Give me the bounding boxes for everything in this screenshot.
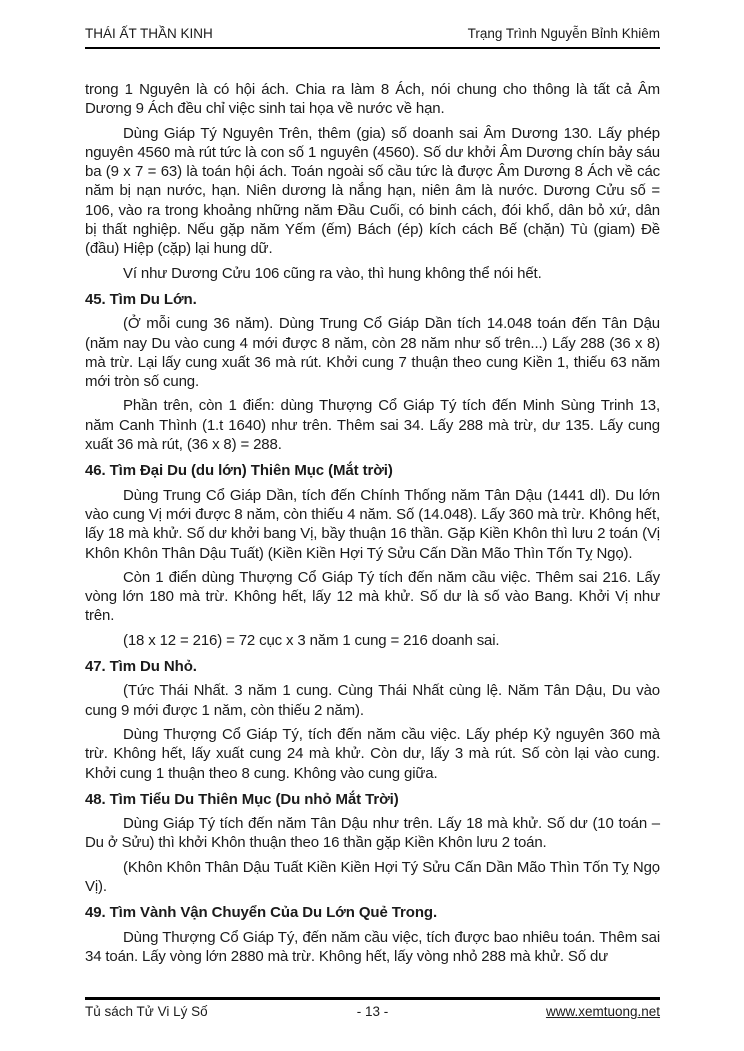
paragraph: Ví như Dương Cửu 106 cũng ra vào, thì hung không thể nói hết. xyxy=(123,264,542,282)
footer-website-link[interactable]: www.xemtuong.net xyxy=(545,1004,661,1019)
paragraph: Phần trên, còn 1 điển: dùng Thượng Cổ Giáp Tý tích đến Minh Sùng Trinh 13, năm Canh Thình (1.t 1640) như trên. Thêm sai 34. Lấy 288 mà trừ, dư 135. Lấy cung xuất 36 mà rút, (36 x 8) = 288. xyxy=(85,397,660,454)
paragraph: Dùng Trung Cổ Giáp Dần, tích đến Chính Thống năm Tân Dậu (1441 dl). Du lớn vào cung Vị mới được 8 năm, còn thiếu 4 năm. Số (14.048). Lấy 360 mà trừ. Không hết, lấy 18 mà khử. Số dư khởi bang Vị, bầy thuận 16 thần. Gặp Kiền Khôn thì lưu 2 toán (Vị Khôn Khôn Thân Dậu Tuất) (Kiền Kiền Hợi Tý Sửu Cấn Dần Mão Thìn Tốn Tỵ Ngọ). xyxy=(85,486,660,562)
paragraph: trong 1 Nguyên là có hội ách. Chia ra làm 8 Ách, nói chung cho thông là tất cả Âm Dương 9 Ách đều chỉ việc sinh tai họa về nước về hạn. xyxy=(85,81,660,118)
section-heading: 46. Tìm Đại Du (du lớn) Thiên Mục (Mắt trời) xyxy=(85,462,393,480)
section-heading: 48. Tìm Tiểu Du Thiên Mục (Du nhỏ Mắt Trời) xyxy=(85,790,399,808)
paragraph: (18 x 12 = 216) = 72 cục x 3 năm 1 cung = 216 doanh sai. xyxy=(123,631,500,649)
page-footer xyxy=(85,997,660,1019)
header-book-title: THÁI ẤT THẦN KINH xyxy=(85,26,213,41)
page-header xyxy=(85,26,660,49)
section-heading: 49. Tìm Vành Vận Chuyển Của Du Lớn Quẻ Trong. xyxy=(85,904,438,922)
paragraph: Còn 1 điển dùng Thượng Cổ Giáp Tý tích đến năm cầu việc. Thêm sai 216. Lấy vòng lớn 180 mà trừ. Không hết, lấy 12 mà khử. Số dư là số vào Bang. Khởi Vị như trên. xyxy=(85,568,660,625)
document-body xyxy=(85,80,660,966)
paragraph: (Ở mỗi cung 36 năm). Dùng Trung Cổ Giáp Dần tích 14.048 toán đến Tân Dậu (năm nay Du vào cung 4 mới được 8 năm, còn 28 năm như số trên...) Lấy 288 (36 x 8) mà trừ. Lại lấy cung xuất 36 mà rút. Khởi cung 7 thuận theo cung Kiền 1, thiếu 63 năm mới tròn số cung. xyxy=(85,315,660,391)
header-author: Trạng Trình Nguyễn Bỉnh Khiêm xyxy=(467,26,660,41)
paragraph: (Tức Thái Nhất. 3 năm 1 cung. Cùng Thái Nhất cùng lệ. Năm Tân Dậu, Du vào cung 9 mới được 1 năm, còn thiếu 2 năm). xyxy=(85,682,660,719)
section-heading: 47. Tìm Du Nhỏ. xyxy=(85,658,197,676)
footer-series-title: Tủ sách Tử Vi Lý Số xyxy=(85,1004,208,1019)
paragraph: Dùng Thượng Cổ Giáp Tý, đến năm cầu việc, tích được bao nhiêu toán. Thêm sai 34 toán. Lấy vòng lớn 2880 mà trừ. Không hết, lấy vòng nhỏ 288 mà khử. Số dư xyxy=(85,928,660,965)
section-heading: 45. Tìm Du Lớn. xyxy=(85,290,197,308)
footer-page-number: - 13 - xyxy=(356,1004,389,1019)
paragraph: Dùng Giáp Tý Nguyên Trên, thêm (gia) số doanh sai Âm Dương 130. Lấy phép nguyên 4560 mà rút tức là con số 1 nguyên (4560). Số dư khởi Âm Dương chín bảy sáu ba (9 x 7 = 63) là toán hội ách. Toán ngoài số cầu tức là được Âm Dương 8 Ách về các năm bị nạn nước, hạn. Niên dương là nắng hạn, niên âm là nước. Dương Cửu số = 106, vào ra trong khoảng những năm Đầu Cuối, có binh cách, đói khổ, dân bỏ xứ, dân bị thất nghiệp. Nếu gặp năm Yếm (ếm) Bách (ép) kích cách Bế (chặn) Tù (giam) Đề (đầu) Hiệp (cặp) lại hung dữ. xyxy=(85,124,660,258)
paragraph: (Khôn Khôn Thân Dậu Tuất Kiền Kiền Hợi Tý Sửu Cấn Dần Mão Thìn Tốn Tỵ Ngọ Vị). xyxy=(85,858,660,895)
paragraph: Dùng Giáp Tý tích đến năm Tân Dậu như trên. Lấy 18 mà khử. Số dư (10 toán – Du ở Sửu) thì khởi Khôn thuận theo 16 thần gặp Kiền Khôn lưu 2 toán. xyxy=(85,815,660,852)
paragraph: Dùng Thượng Cổ Giáp Tý, tích đến năm cầu việc. Lấy phép Kỷ nguyên 360 mà trừ. Không hết, lấy xuất cung 24 mà khử. Còn dư, lấy 3 mà rút. Số còn lại vào cung. Khởi cung 1 thuận theo 8 cung. Không vào cung giữa. xyxy=(85,725,660,782)
